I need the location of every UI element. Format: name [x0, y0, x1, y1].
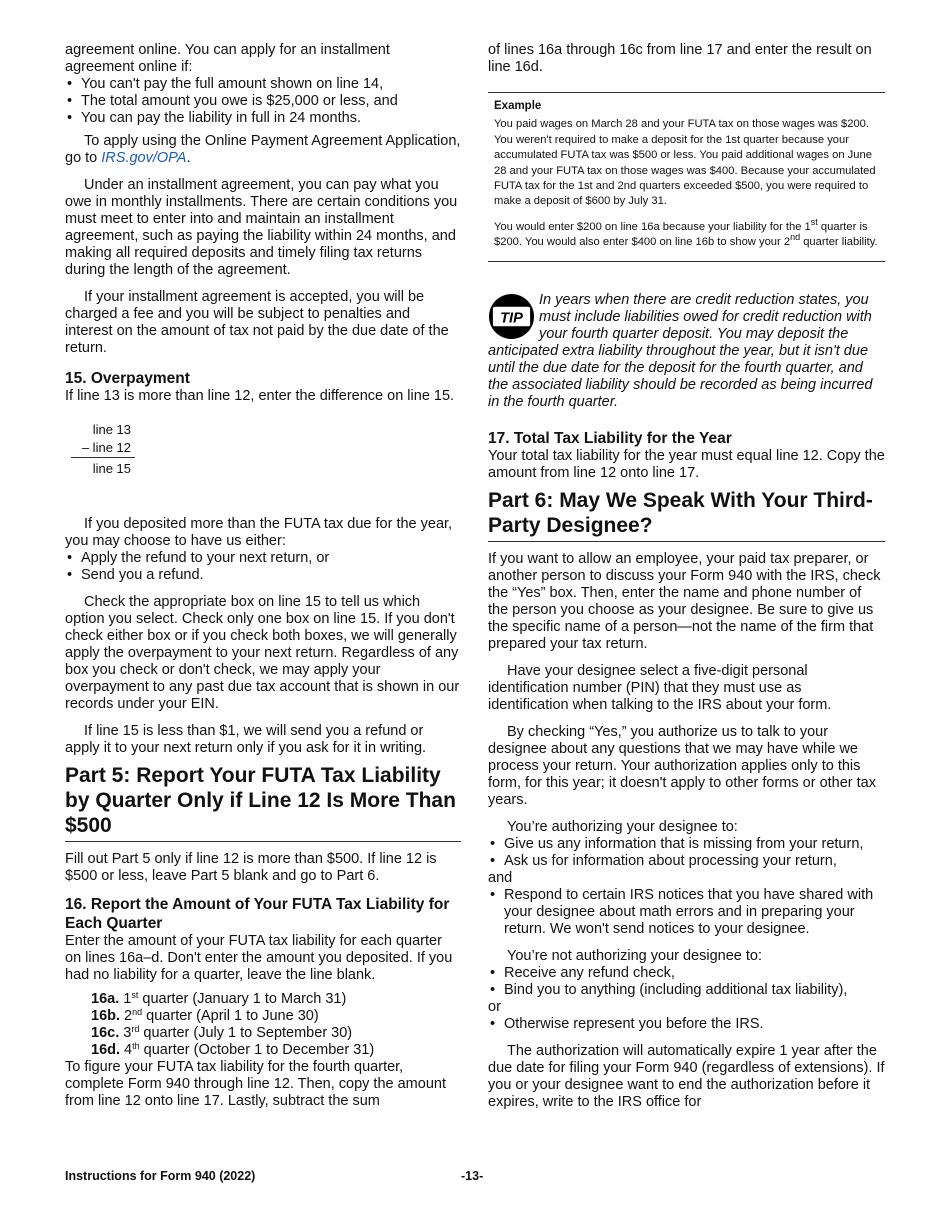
not-authorizing-intro: You’re not authorizing your designee to: [507, 947, 763, 964]
authorizing-bullet-1: • Give us any information that is missing from your return, [488, 836, 885, 853]
authorizing-intro: You’re authorizing your designee to: [507, 818, 738, 835]
part5-heading: Part 5: Report Your FUTA Tax Liability by Quarter Only if Line 12 Is More Than $500 [65, 763, 461, 842]
left-column [65, 42, 461, 1110]
not-authorizing-bullet-2: • Bind you to anything (including additional tax liability), [488, 982, 885, 999]
check-paragraph: Check the appropriate box on line 15 to tell us which option you select. Check only one box on line 15. If you don't check either box or if you check both boxes, we will generally apply the overpayment to your next return. Regardless of any box you check or don't check, we may apply your overpayment to any past due tax account that is shown in our records under your EIN. [65, 594, 460, 712]
page-footer [65, 1168, 885, 1185]
authorizing-bullet-2: • Ask us for information about processing your return, [488, 853, 885, 870]
less-than-paragraph: If line 15 is less than $1, we will send you a refund or apply it to your next return only if you ask for it in writing. [65, 723, 427, 756]
deposited-bullet-2: • Send you a refund. [65, 567, 461, 584]
not-authorizing-or: or [488, 998, 501, 1015]
right-column [488, 42, 885, 1111]
quarter-item: 16a. 1st quarter (January 1 to March 31) [91, 990, 347, 1007]
expire-paragraph: The authorization will automatically expire 1 year after the due date for filing your Form 940 (regardless of extensions). If you or your designee want to end the authorization before it expires, write to the IRS office for [488, 1042, 885, 1110]
tip-text: In years when there are credit reduction states, you must include liabilities owed for credit reduction with your fourth quarter deposit. You may deposit the anticipated extra liability throughout the year, but it isn't due until the due date for the deposit for the fourth quarter, and the associated liability should be recorded as being incurred in the fourth quarter. [488, 291, 873, 410]
not-authorizing-bullet-3: • Otherwise represent you before the IRS. [488, 1016, 885, 1033]
part6-paragraph-1: If you want to allow an employee, your paid tax preparer, or another person to discuss your Form 940 with the IRS, check the “Yes” box. Then, enter the name and phone number of the person you choose as your designee. Be sure to give us the specific name of a person—not the name of the firm that prepared your tax return. [488, 550, 881, 652]
part6-paragraph-2: Have your designee select a five-digit personal identification number (PIN) that they must use as identification when talking to the IRS about your form. [488, 662, 832, 713]
tip-icon [488, 293, 535, 340]
tip-box [488, 292, 885, 411]
example-paragraph-2: You would enter $200 on line 16a because your liability for the 1st quarter is $200. You would also enter $400 on line 16b to show your 2nd quarter liability. [494, 216, 878, 249]
fee-paragraph: If your installment agreement is accepted, you will be charged a fee and you will be subject to penalties and interest on the amount of tax not paid by the due date of the return. [65, 289, 449, 356]
fourth-quarter-paragraph: To figure your FUTA tax liability for the fourth quarter, complete Form 940 through line 12. Then, copy the amount from line 12 onto line 17. Lastly, subtract the sum [65, 1059, 446, 1109]
calc-line-13: line 13 [92, 422, 131, 437]
irs-opa-link[interactable]: IRS.gov/OPA [101, 150, 187, 166]
calc-line-15: line 15 [92, 461, 131, 476]
overpayment-intro: If line 13 is more than line 12, enter the difference on line 15. [65, 388, 455, 404]
part5-intro: Fill out Part 5 only if line 12 is more than $500. If line 12 is $500 or less, leave Part 5 blank and go to Part 6. [65, 851, 437, 884]
authorizing-bullet-3: • Respond to certain IRS notices that you have shared with your designee about math errors and in preparing your return. We won't send notices to your designee. [488, 887, 885, 938]
opa-paragraph: To apply using the Online Payment Agreement Application, go to IRS.gov/OPA. [65, 133, 461, 166]
overpayment-calculation [71, 421, 135, 478]
quarter-item: 16d. 4th quarter (October 1 to December 31) [91, 1041, 375, 1058]
intro-bullet-2: • The total amount you owe is $25,000 or less, and [65, 93, 461, 110]
quarter-list [91, 991, 461, 1059]
authorizing-and: and [488, 869, 513, 886]
line17-heading: 17. Total Tax Liability for the Year [488, 429, 732, 447]
deposited-bullet-1: • Apply the refund to your next return, or [65, 550, 461, 567]
deposited-paragraph: If you deposited more than the FUTA tax due for the year, you may choose to have us either: [65, 516, 453, 549]
intro-bullet-3: • You can pay the liability in full in 24 months. [65, 110, 461, 127]
page-number: -13- [461, 1169, 484, 1183]
line16-intro: Enter the amount of your FUTA tax liability for each quarter on lines 16a–d. Don't enter the amount you deposited. If you had no liability for a quarter, leave the line blank. [65, 933, 453, 983]
installment-paragraph: Under an installment agreement, you can pay what you owe in monthly installments. There are certain conditions you must meet to enter into and maintain an installment agreement, such as paying the liability within 24 months, and making all required deposits and timely filing tax returns during the length of the agreement. [65, 177, 458, 278]
quarter-item: 16c. 3rd quarter (July 1 to September 30) [91, 1024, 353, 1041]
example-paragraph-1: You paid wages on March 28 and your FUTA tax on those wages was $200. You weren't required to make a deposit for the 1st quarter because your accumulated FUTA tax was $500 or less. You paid additional wages on June 28 and your FUTA tax on those wages was $400. Because your accumulated FUTA tax for the 1st and 2nd quarters exceeded $500, you were required to make a deposit of $600 by July 31. [494, 118, 876, 208]
overpayment-heading: 15. Overpayment [65, 370, 190, 387]
intro-line: agreement online. You can apply for an installment agreement online if: [65, 42, 390, 75]
intro-bullet-1: • You can't pay the full amount shown on line 14, [65, 76, 461, 93]
line16-heading: 16. Report the Amount of Your FUTA Tax Liability for Each Quarter [65, 896, 450, 932]
example-box [488, 92, 885, 262]
line17-paragraph: Your total tax liability for the year must equal line 12. Copy the amount from line 12 onto line 17. [488, 447, 885, 481]
quarter-item: 16b. 2nd quarter (April 1 to June 30) [91, 1007, 319, 1024]
footer-doc-title: Instructions for Form 940 (2022) [65, 1169, 256, 1183]
example-heading: Example [494, 100, 542, 112]
continued-paragraph: of lines 16a through 16c from line 17 and enter the result on line 16d. [488, 42, 872, 75]
calc-line-12: – line 12 [71, 439, 135, 458]
part6-paragraph-3: By checking “Yes,” you authorize us to talk to your designee about any questions that we may have while we process your return. Your authorization applies only to this form, for this year; it doesn't apply to other forms or other tax years. [488, 723, 876, 808]
part6-heading: Part 6: May We Speak With Your Third-Party Designee? [488, 488, 885, 542]
tip-label: TIP [500, 310, 523, 327]
not-authorizing-bullet-1: • Receive any refund check, [488, 965, 885, 982]
